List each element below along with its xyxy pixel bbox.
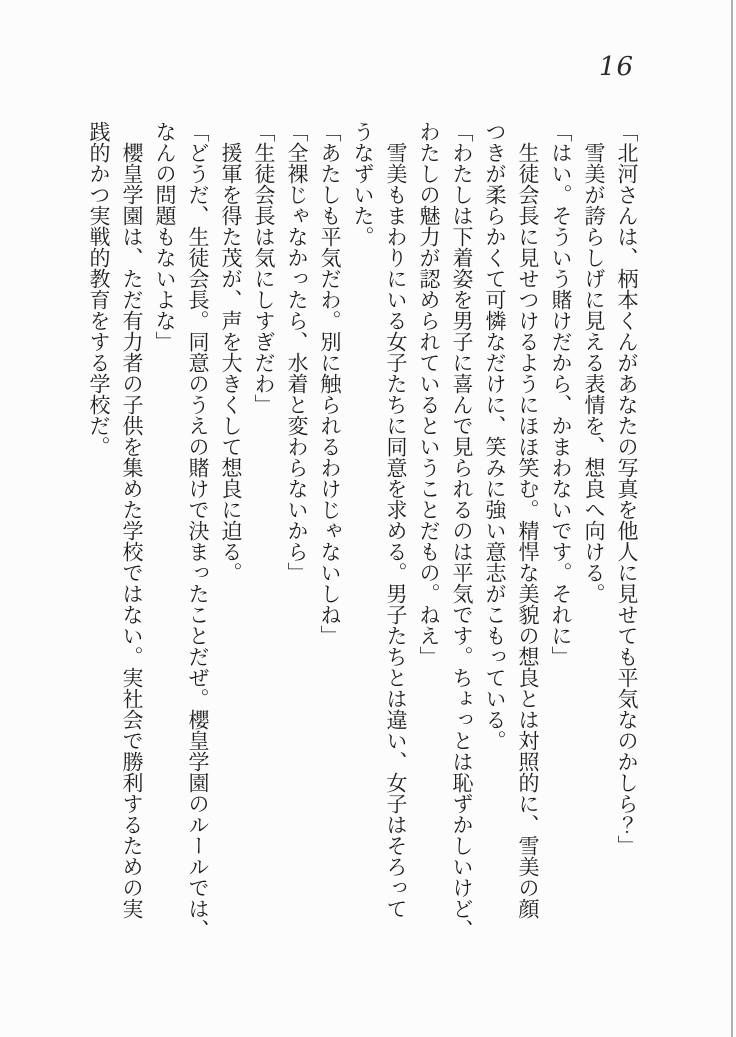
text-line: 践的かつ実戦的教育をする学校だ。 bbox=[87, 121, 111, 457]
text-line: なんの問題もないよな」 bbox=[153, 121, 177, 352]
page-edge-line bbox=[731, 0, 733, 1037]
text-line: 「どうだ、生徒会長。同意のうえの賭けで決まったことだぜ。櫻皇学園のルールでは、 bbox=[186, 121, 210, 940]
text-line: わたしの魅力が認められているということだもの。ねえ」 bbox=[417, 121, 441, 667]
page-number: 16 bbox=[599, 52, 635, 82]
text-line: 「生徒会長は気にしすぎだわ」 bbox=[252, 121, 276, 415]
text-line: 生徒会長に見せつけるようにほほ笑む。精悍な美貌の想良とは対照的に、雪美の顔 bbox=[516, 142, 540, 919]
text-line: 「はい。そういう賭けだから、かまわないです。それに」 bbox=[549, 121, 573, 667]
text-line: つきが柔らかくて可憐なだけに、笑みに強い意志がこもっている。 bbox=[483, 121, 507, 751]
text-line: 「北河さんは、柄本くんがあなたの写真を他人に見せても平気なのかしら？」 bbox=[615, 121, 639, 856]
text-line: 援軍を得た茂が、声を大きくして想良に迫る。 bbox=[219, 142, 243, 583]
vertical-text-block bbox=[82, 121, 643, 951]
text-line: 櫻皇学園は、ただ有力者の子供を集めた学校ではない。実社会で勝利するための実 bbox=[120, 142, 144, 919]
text-line: 「全裸じゃなかったら、水着と変わらないから」 bbox=[285, 121, 309, 583]
text-line: 「あたしも平気だわ。別に触られるわけじゃないしね」 bbox=[318, 121, 342, 646]
text-line: 雪美もまわりにいる女子たちに同意を求める。男子たちとは違い、女子はそろって bbox=[384, 142, 408, 919]
text-line: 雪美が誇らしげに見える表情を、想良へ向ける。 bbox=[582, 142, 606, 604]
text-line: 「わたしは下着姿を男子に喜んで見られるのは平気です。ちょっとは恥ずかしいけど、 bbox=[450, 121, 474, 940]
text-line: うなずいた。 bbox=[351, 121, 375, 247]
